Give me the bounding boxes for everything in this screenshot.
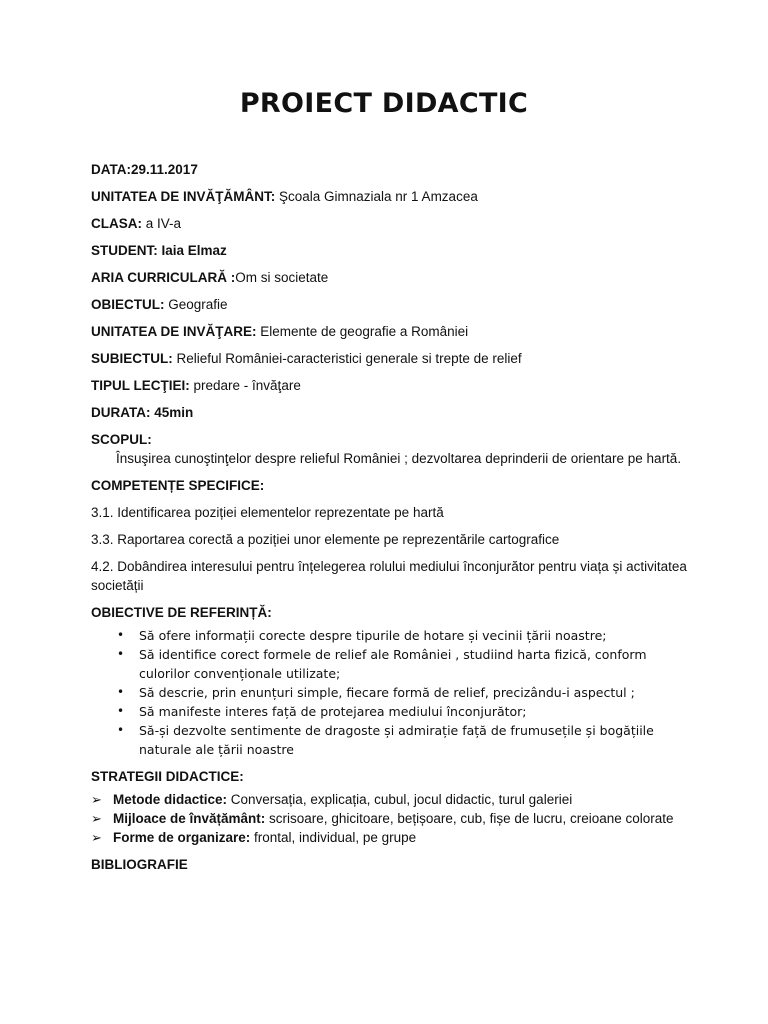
section-label: COMPETENȚE SPECIFICE: bbox=[91, 478, 265, 493]
list-item bbox=[91, 626, 691, 645]
field-obiectul bbox=[91, 295, 691, 314]
field-label: UNITATEA DE INVĂŢĂMÂNT: bbox=[91, 189, 276, 204]
section-label: OBIECTIVE DE REFERINȚĂ: bbox=[91, 605, 272, 620]
list-item bbox=[91, 828, 691, 847]
field-label: CLASA: bbox=[91, 216, 142, 231]
strategii-list bbox=[91, 790, 691, 847]
field-value: 29.11.2017 bbox=[131, 162, 198, 177]
section-obiective-heading bbox=[91, 603, 691, 622]
field-unitatea-de-invatare bbox=[91, 322, 691, 341]
item-label: Forme de organizare: bbox=[113, 830, 251, 845]
bullet-icon: • bbox=[117, 628, 125, 642]
list-item bbox=[91, 702, 691, 721]
field-value: 45min bbox=[150, 405, 194, 420]
field-value: predare - învăţare bbox=[189, 378, 301, 393]
field-label: OBIECTUL: bbox=[91, 297, 165, 312]
field-value: Iaia Elmaz bbox=[157, 243, 227, 258]
section-strategii-heading bbox=[91, 767, 691, 786]
field-clasa bbox=[91, 214, 691, 233]
field-label: DURATA: bbox=[91, 405, 151, 420]
field-label: DATA: bbox=[91, 162, 131, 177]
competenta-item: 3.3. Raportarea corectă a poziției unor elemente pe reprezentările cartografice bbox=[91, 532, 560, 547]
field-value: Geografie bbox=[164, 297, 228, 312]
item-label: Mijloace de învățământ: bbox=[113, 811, 266, 826]
item-text: Conversația, explicația, cubul, jocul didactic, turul galeriei bbox=[227, 792, 573, 807]
field-value: Om si societate bbox=[235, 270, 329, 285]
field-label: STUDENT: bbox=[91, 243, 158, 258]
field-label: SUBIECTUL: bbox=[91, 351, 173, 366]
competenta-item: 4.2. Dobândirea interesului pentru înțelegerea rolului mediului înconjurător pentru viața și activitatea societății bbox=[91, 559, 687, 593]
bullet-icon: • bbox=[117, 685, 125, 699]
list-item bbox=[91, 721, 691, 759]
list-item-text: Să manifeste interes față de protejarea mediului înconjurător; bbox=[139, 704, 527, 719]
field-unitatea-de-invatamant bbox=[91, 187, 691, 206]
page-title: PROIECT DIDACTIC bbox=[239, 88, 529, 119]
bullet-icon: • bbox=[117, 723, 125, 737]
obiective-list bbox=[91, 626, 691, 759]
arrow-bullet-icon: ➢ bbox=[91, 811, 102, 826]
competenta-item: 3.1. Identificarea poziției elementelor reprezentate pe hartă bbox=[91, 505, 444, 520]
item-text: frontal, individual, pe grupe bbox=[250, 830, 417, 845]
field-aria-curriculara bbox=[91, 268, 691, 287]
section-scopul-heading bbox=[91, 430, 691, 449]
section-bibliografie-heading bbox=[91, 855, 691, 874]
list-item bbox=[91, 683, 691, 702]
arrow-bullet-icon: ➢ bbox=[91, 792, 102, 807]
bullet-icon: • bbox=[117, 704, 125, 718]
document-body bbox=[91, 160, 691, 882]
field-durata bbox=[91, 403, 691, 422]
field-value: Relieful României-caracteristici generale si trepte de relief bbox=[172, 351, 522, 366]
list-item-text: Să identifice corect formele de relief ale României , studiind harta fizică, conform culorilor convenționale utilizate; bbox=[139, 647, 647, 681]
field-label: TIPUL LECŢIEI: bbox=[91, 378, 190, 393]
item-text: scrisoare, ghicitoare, bețișoare, cub, fișe de lucru, creioane colorate bbox=[265, 811, 674, 826]
field-label: UNITATEA DE INVĂŢARE: bbox=[91, 324, 257, 339]
scopul-text: Însuşirea cunoştinţelor despre relieful României ; dezvoltarea deprinderii de orientare pe hartă. bbox=[116, 451, 682, 466]
bullet-icon: • bbox=[117, 647, 125, 661]
list-item-text: Să ofere informații corecte despre tipurile de hotare și vecinii țării noastre; bbox=[139, 628, 607, 643]
field-value: Şcoala Gimnaziala nr 1 Amzacea bbox=[275, 189, 478, 204]
list-item-text: Să descrie, prin enunțuri simple, fiecare formă de relief, precizându-i aspectul ; bbox=[139, 685, 635, 700]
list-item-text: Să-și dezvolte sentimente de dragoste și admirație față de frumusețile și bogățiile naturale ale țării noastre bbox=[139, 723, 654, 757]
field-value: Elemente de geografie a României bbox=[256, 324, 469, 339]
section-label: STRATEGII DIDACTICE: bbox=[91, 769, 244, 784]
section-competente-heading bbox=[91, 476, 691, 495]
section-label: BIBLIOGRAFIE bbox=[91, 857, 188, 872]
field-label: ARIA CURRICULARĂ : bbox=[91, 270, 236, 285]
field-tipul-lectiei bbox=[91, 376, 691, 395]
list-item bbox=[91, 809, 691, 828]
field-student bbox=[91, 241, 691, 260]
item-label: Metode didactice: bbox=[113, 792, 228, 807]
field-data bbox=[91, 160, 691, 179]
list-item bbox=[91, 645, 691, 683]
list-item bbox=[91, 790, 691, 809]
field-value: a IV-a bbox=[142, 216, 182, 231]
field-subiectul bbox=[91, 349, 691, 368]
section-label: SCOPUL: bbox=[91, 432, 152, 447]
arrow-bullet-icon: ➢ bbox=[91, 830, 102, 845]
